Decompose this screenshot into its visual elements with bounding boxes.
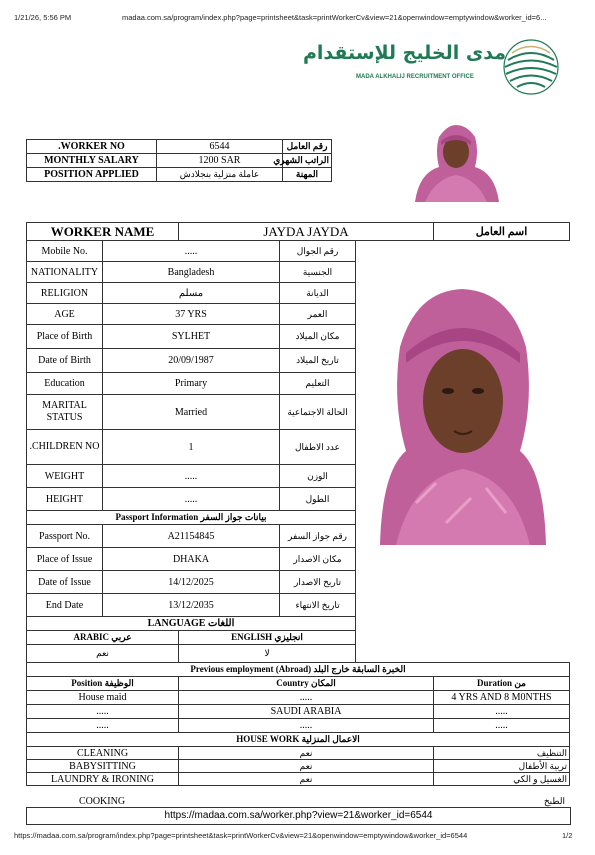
print-url: madaa.com.sa/program/index.php?page=printsheet&task=printWorkerCv&view=21&openwindow=emptywindow&worker_id=6...: [122, 13, 547, 22]
education-label: Education: [27, 373, 103, 395]
worker-name-arabic: اسم العامل: [434, 223, 570, 241]
height-label: HEIGHT: [27, 488, 103, 511]
employment-country-header: Country المكان: [179, 677, 434, 691]
end-date-label: End Date: [27, 594, 103, 617]
position-applied-arabic: المهنة: [283, 168, 332, 182]
employment-row-country: .....: [179, 719, 434, 733]
nationality-value: Bangladesh: [103, 262, 280, 283]
worker-cv-table: [26, 222, 570, 786]
mobile-label: Mobile No.: [27, 241, 103, 262]
end-date-arabic: تاريخ الانتهاء: [280, 594, 356, 617]
worker-no-arabic: رقم العامل: [283, 140, 332, 154]
house-work-arabic: الغسيل و الكي: [434, 773, 570, 786]
language-english-header: ENGLISH انجليزي: [179, 631, 356, 645]
place-of-birth-label: Place of Birth: [27, 325, 103, 349]
marital-status-arabic: الحالة الاجتماعية: [280, 395, 356, 430]
employment-position-header: Position الوظيفة: [27, 677, 179, 691]
language-arabic-value: نعم: [27, 645, 179, 663]
religion-value: مسلم: [103, 283, 280, 304]
age-label: AGE: [27, 304, 103, 325]
house-work-label: LAUNDRY & IRONING: [27, 773, 179, 786]
height-arabic: الطول: [280, 488, 356, 511]
print-datetime: 1/21/26, 5:56 PM: [14, 13, 72, 22]
end-date-value: 13/12/2035: [103, 594, 280, 617]
employment-duration-header: Duration من: [434, 677, 570, 691]
worker-no-label: .WORKER NO: [27, 140, 157, 154]
weight-arabic: الوزن: [280, 465, 356, 488]
place-of-birth-arabic: مكان الميلاد: [280, 325, 356, 349]
employment-row-duration: .....: [434, 705, 570, 719]
employment-row-duration: 4 YRS AND 8 M0NTHS: [434, 691, 570, 705]
mobile-value: .....: [103, 241, 280, 262]
employment-row-position: .....: [27, 719, 179, 733]
date-of-birth-label: Date of Birth: [27, 349, 103, 373]
passport-section-title: Passport Information بيانات جواز السفر: [27, 511, 356, 525]
worker-no-value: 6544: [157, 140, 283, 154]
employment-section-title: Previous employment (Abroad) الخبرة السابقة خارج البلد: [27, 663, 570, 677]
date-of-issue-label: Date of Issue: [27, 571, 103, 594]
logo-globe-icon: [500, 36, 562, 98]
language-arabic-header: ARABIC عربي: [27, 631, 179, 645]
education-value: Primary: [103, 373, 280, 395]
education-arabic: التعليم: [280, 373, 356, 395]
date-of-birth-value: 20/09/1987: [103, 349, 280, 373]
worker-photo-small: [405, 121, 507, 202]
spacer-cell: [356, 594, 570, 617]
house-work-value: نعم: [179, 760, 434, 773]
employment-row-country: SAUDI ARABIA: [179, 705, 434, 719]
language-section-title: LANGUAGE اللغات: [27, 617, 356, 631]
nationality-label: NATIONALITY: [27, 262, 103, 283]
monthly-salary-arabic: الراتب الشهري: [283, 154, 332, 168]
spacer-cell: [356, 645, 570, 663]
passport-no-value: A21154845: [103, 525, 280, 548]
place-of-birth-value: SYLHET: [103, 325, 280, 349]
place-of-issue-value: DHAKA: [103, 548, 280, 571]
employment-row-country: .....: [179, 691, 434, 705]
employment-row-duration: .....: [434, 719, 570, 733]
children-no-label: .CHILDREN NO: [27, 430, 103, 465]
passport-no-arabic: رقم جواز السفر: [280, 525, 356, 548]
marital-status-label: MARITAL STATUS: [27, 395, 103, 430]
print-footer-url: https://madaa.com.sa/program/index.php?page=printsheet&task=printWorkerCv&view=21&openwindow=emptywindow&worker_id=6544: [14, 831, 468, 840]
date-of-issue-value: 14/12/2025: [103, 571, 280, 594]
house-work-arabic: تربية الأطفال: [434, 760, 570, 773]
position-applied-value: عاملة منزلية بنجلادش: [157, 168, 283, 182]
children-no-value: 1: [103, 430, 280, 465]
employment-row-position: House maid: [27, 691, 179, 705]
religion-label: RELIGION: [27, 283, 103, 304]
height-value: .....: [103, 488, 280, 511]
house-work-label: CLEANING: [27, 747, 179, 760]
print-page-number: 1/2: [562, 831, 573, 840]
spacer-cell: [356, 631, 570, 645]
monthly-salary-value: 1200 SAR: [157, 154, 283, 168]
age-value: 37 YRS: [103, 304, 280, 325]
page-link[interactable]: https://madaa.com.sa/worker.php?view=21&worker_id=6544: [26, 807, 571, 825]
age-arabic: العمر: [280, 304, 356, 325]
house-work-section-title: HOUSE WORK الاعمال المنزلية: [27, 733, 570, 747]
employment-row-position: .....: [27, 705, 179, 719]
house-work-arabic: التنظيف: [434, 747, 570, 760]
marital-status-value: Married: [103, 395, 280, 430]
monthly-salary-label: MONTHLY SALARY: [27, 154, 157, 168]
house-work-arabic: الطبخ: [543, 796, 565, 806]
weight-value: .....: [103, 465, 280, 488]
language-english-value: لا: [179, 645, 356, 663]
worker-name-label: WORKER NAME: [27, 223, 179, 241]
place-of-issue-arabic: مكان الاصدار: [280, 548, 356, 571]
nationality-arabic: الجنسية: [280, 262, 356, 283]
worker-name-value: JAYDA JAYDA: [179, 223, 434, 241]
house-work-value: نعم: [179, 747, 434, 760]
photo-cell: [356, 241, 570, 594]
date-of-issue-arabic: تاريخ الاصدار: [280, 571, 356, 594]
spacer-cell: [356, 617, 570, 631]
position-applied-label: POSITION APPLIED: [27, 168, 157, 182]
house-work-label: BABYSITTING: [27, 760, 179, 773]
place-of-issue-label: Place of Issue: [27, 548, 103, 571]
company-logo: [302, 34, 565, 100]
logo-arabic-name: مدى الخليج للإستقدام: [302, 42, 506, 64]
weight-label: WEIGHT: [27, 465, 103, 488]
passport-no-label: Passport No.: [27, 525, 103, 548]
children-no-arabic: عدد الاطفال: [280, 430, 356, 465]
religion-arabic: الديانة: [280, 283, 356, 304]
mobile-arabic: رقم الجوال: [280, 241, 356, 262]
date-of-birth-arabic: تاريخ الميلاد: [280, 349, 356, 373]
house-work-value: نعم: [179, 773, 434, 786]
house-work-label: COOKING: [78, 796, 126, 807]
worker-photo-large: [376, 283, 550, 545]
summary-table: [26, 139, 332, 182]
logo-english-name: MADA ALKHALIJ RECRUITMENT OFFICE: [356, 74, 474, 80]
